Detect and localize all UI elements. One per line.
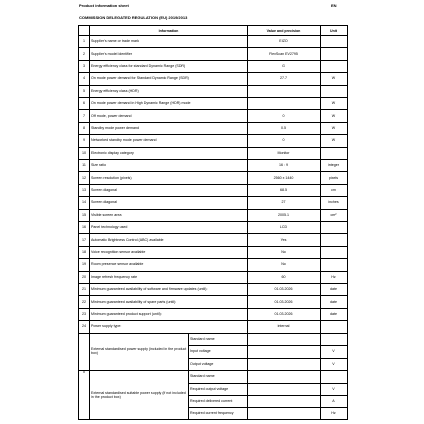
row-number: 11: [82, 163, 86, 168]
regulation-title: COMMISSION DELEGATED REGULATION (EU) 2019/2013: [79, 15, 188, 20]
row-description: On mode power demand for Standard Dynamic Range (SDR): [91, 76, 189, 81]
row-divider: [188, 345, 347, 346]
row-description: Visible screen area: [91, 212, 122, 217]
ps-not-included-label: Required output voltage: [190, 386, 229, 391]
ps-not-included-unit: [320, 370, 347, 382]
row-description: Size ratio: [91, 163, 106, 168]
ps-not-included-label: Required current frequency: [190, 410, 234, 415]
ps-included-label: Output voltage: [190, 362, 214, 367]
row-description: Power supply type:: [91, 324, 122, 329]
row-unit: pixels: [328, 175, 339, 180]
ps-not-included-label: Required delivered current: [190, 398, 233, 403]
product-information-table: [78, 25, 348, 420]
row-unit: [320, 35, 347, 47]
row-description: Supplier's model identifier: [91, 51, 133, 56]
row-divider: [188, 395, 347, 396]
row-unit: [320, 60, 347, 72]
row-number: 23: [82, 311, 86, 316]
row-description: Energy efficiency class for standard Dynamic Range (SDR): [91, 63, 186, 68]
row-unit: [320, 47, 347, 59]
row-number: 3: [83, 63, 85, 68]
row-number: 9: [83, 138, 85, 143]
ps-not-included-description: External standardised suitable power supply (if not included in the product box): [91, 390, 186, 399]
column-divider: [247, 333, 248, 419]
header-information: Information: [158, 28, 179, 33]
row-unit: [320, 221, 347, 233]
row-unit: [320, 320, 347, 332]
row-unit: [320, 258, 347, 270]
row-number: 20: [82, 274, 86, 279]
header-unit: Unit: [330, 28, 337, 33]
ps-not-included-value: [247, 407, 320, 419]
row-number: 7: [83, 113, 85, 118]
row-value: FlexScan EV2795: [269, 51, 298, 56]
row-value: 0.5: [281, 125, 286, 130]
ps-included-value: [247, 358, 320, 371]
row-unit: inches: [328, 200, 339, 205]
row-value: 01.03.2026: [274, 287, 293, 292]
row-divider: [188, 358, 347, 359]
column-divider: [247, 26, 248, 333]
row-value: 60: [281, 274, 286, 279]
ps-not-included-unit: A: [332, 398, 335, 403]
row-unit: W: [331, 125, 336, 130]
row-number: 21: [82, 287, 86, 292]
row-value: Yes: [280, 237, 287, 242]
row-value: EIZO: [279, 39, 288, 44]
row-description: Networked standby mode power demand: [91, 138, 157, 143]
row-description: Panel technology used: [91, 225, 128, 230]
row-unit: W: [331, 101, 336, 106]
ps-not-included-number: II: [83, 370, 85, 375]
row-number: 4: [83, 76, 85, 81]
ps-included-unit: V: [332, 362, 335, 367]
row-number: 2: [83, 51, 85, 56]
column-divider: [320, 26, 321, 419]
ps-not-included-unit: Hz: [331, 410, 336, 415]
row-value: 2560 x 1440: [273, 175, 294, 180]
row-value: 27: [281, 200, 286, 205]
row-number: 12: [82, 175, 86, 180]
ps-included-description: External standardised power supply (included in the product box): [91, 347, 187, 356]
row-unit: W: [331, 138, 336, 143]
sheet-title: Product information sheet: [79, 3, 129, 8]
row-unit: integer: [328, 163, 339, 168]
row-number: 22: [82, 299, 86, 304]
row-description: Minimum guaranteed availability of spare parts (until):: [91, 299, 177, 304]
row-description: Energy efficiency class (HDR): [91, 88, 139, 93]
row-number: 19: [82, 262, 86, 267]
row-number: 16: [82, 225, 86, 230]
ps-included-value: [247, 345, 320, 358]
header-number-cell: [79, 26, 89, 35]
row-value: 27.7: [280, 76, 287, 81]
header-value: Value and precision: [266, 28, 301, 33]
ps-not-included-value: [247, 383, 320, 395]
row-description: Screen resolution (pixels): [91, 175, 132, 180]
language-code: EN: [331, 3, 337, 8]
row-description: Image refresh frequency rate: [91, 274, 138, 279]
row-divider: [188, 407, 347, 408]
row-unit: date: [330, 287, 337, 292]
row-value: LCD: [279, 225, 288, 230]
row-value: [247, 97, 320, 109]
row-number: 8: [83, 125, 85, 130]
ps-included-unit: V: [332, 349, 335, 354]
row-value: 01.03.2026: [274, 299, 293, 304]
ps-not-included-value: [247, 395, 320, 407]
row-description: Room presence sensor available: [91, 262, 144, 267]
row-unit: [320, 233, 347, 245]
row-unit: W: [331, 113, 336, 118]
row-description: Voice recognition sensor available: [91, 249, 146, 254]
row-description: Screen diagonal: [91, 187, 117, 192]
row-description: Minimum guaranteed availability of software and firmware updates (until):: [91, 287, 208, 292]
row-value: No: [281, 249, 286, 254]
ps-included-unit: [320, 333, 347, 346]
ps-not-included-unit: V: [332, 386, 335, 391]
row-unit: cm: [331, 187, 336, 192]
row-unit: Hz: [331, 274, 336, 279]
ps-included-value: [247, 333, 320, 346]
row-value: 01.03.2026: [274, 311, 293, 316]
row-description: Supplier's name or trade mark: [91, 39, 140, 44]
row-number: 14: [82, 200, 86, 205]
row-unit: [320, 85, 347, 97]
row-value: No: [281, 262, 286, 267]
row-value: 68.5: [280, 187, 287, 192]
row-unit: W: [331, 76, 336, 81]
row-value: [247, 85, 320, 97]
ps-not-included-label: Standard name: [190, 374, 215, 379]
row-value: 0: [282, 113, 285, 118]
ps-not-included-value: [247, 370, 320, 382]
row-number: 17: [82, 237, 86, 242]
row-value: Monitor: [277, 150, 290, 155]
row-description: Screen diagonal: [91, 200, 117, 205]
row-number: 13: [82, 187, 86, 192]
row-description: Off mode, power demand: [91, 113, 132, 118]
row-number: 15: [82, 212, 86, 217]
row-number: 24: [82, 324, 86, 329]
row-value: internal: [277, 324, 290, 329]
row-description: Minimum guaranteed product support (until):: [91, 311, 162, 316]
row-value: 16 : 9: [279, 163, 288, 168]
row-unit: [320, 147, 347, 159]
row-number: 10: [82, 150, 86, 155]
row-description: On mode power demand in High Dynamic Range (HDR) mode: [91, 101, 191, 106]
row-value: 2005.1: [278, 212, 289, 217]
row-value: 0: [282, 138, 285, 143]
row-number: 6: [83, 101, 85, 106]
row-number: 18: [82, 249, 86, 254]
row-unit: cm²: [330, 212, 337, 217]
row-description: Standby mode power demand: [91, 125, 139, 130]
row-unit: date: [330, 311, 337, 316]
row-number: 5: [83, 88, 85, 93]
row-value: G: [282, 63, 285, 68]
row-unit: date: [330, 299, 337, 304]
row-description: Electronic display category: [91, 150, 134, 155]
column-divider: [188, 333, 189, 419]
row-description: Automatic Brightness Control (ABC) available: [91, 237, 164, 242]
column-divider: [89, 26, 90, 419]
row-divider: [188, 383, 347, 384]
ps-included-label: Input voltage: [190, 349, 211, 354]
row-unit: [320, 246, 347, 258]
row-number: 1: [83, 39, 85, 44]
ps-included-label: Standard name: [190, 336, 215, 341]
